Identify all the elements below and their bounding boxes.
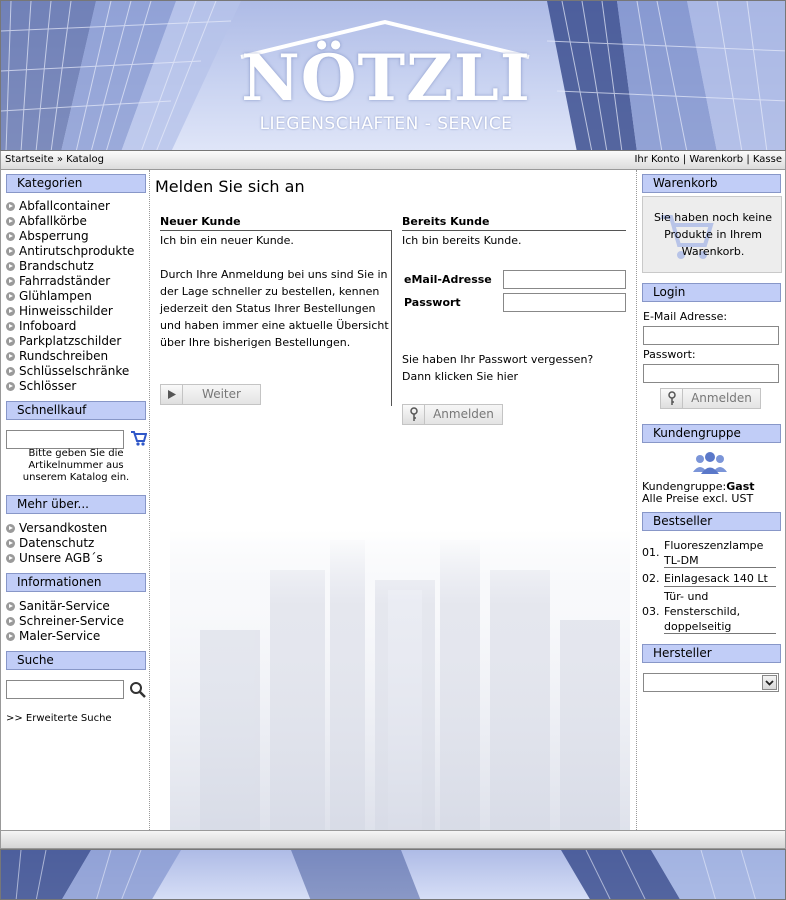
arrow-bullet-icon [6,262,15,271]
info-link-item[interactable]: Maler-Service [5,629,124,644]
cart-header: Warenkorb [642,174,781,193]
chevron-down-icon[interactable] [762,675,777,690]
password-field[interactable] [503,293,626,312]
logo-name: NÖTZLI [241,41,531,116]
categories-header: Kategorien [6,174,146,193]
login-email-field[interactable] [643,326,779,345]
bestseller-item[interactable]: 03. Tür- und Fensterschild, doppelseitig [642,589,776,634]
categories-list [5,199,134,394]
info-link-item[interactable]: Unsere AGB´s [5,551,107,566]
arrow-bullet-icon [6,202,15,211]
category-item[interactable]: Parkplatzschilder [5,334,134,349]
info-link-item[interactable]: Schreiner-Service [5,614,124,629]
quickbuy-header: Schnellkauf [6,401,146,420]
arrow-bullet-icon [6,602,15,611]
forgot-password-text: Sie haben Ihr Passwort vergessen? [402,353,594,366]
category-item[interactable]: Hinweisschilder [5,304,134,319]
arrow-bullet-icon [6,292,15,301]
top-navigation-bar [0,151,786,170]
logo-tagline: LIEGENSCHAFTEN - SERVICE [259,114,513,134]
prices-note: Alle Preise excl. UST [642,492,754,505]
category-item[interactable]: Rundschreiben [5,349,134,364]
arrow-bullet-icon [6,617,15,626]
info-link-item[interactable]: Datenschutz [5,536,107,551]
user-group-icon [692,450,728,476]
right-sidebar [636,170,786,830]
footer-bar [0,830,786,849]
quickbuy-hint: Bitte geben Sie die Artikelnummer aus unserem Katalog ein. [22,448,130,483]
login-password-label: Passwort: [643,348,696,361]
breadcrumb-startseite[interactable]: Startseite [5,154,54,165]
customer-group-header: Kundengruppe [642,424,781,443]
arrow-bullet-icon [6,367,15,376]
arrow-bullet-icon [6,307,15,316]
anmelden-button[interactable]: Anmelden [402,404,503,425]
cart-add-icon[interactable] [129,429,147,447]
category-item[interactable]: Abfallcontainer [5,199,134,214]
arrow-bullet-icon [6,217,15,226]
bestseller-item[interactable]: 01. Fluoreszenzlampe TL-DM [642,538,776,568]
password-label: Passwort [404,296,461,309]
more-about-list [5,521,107,566]
arrow-bullet-icon [6,632,15,641]
category-item[interactable]: Absperrung [5,229,134,244]
weiter-button[interactable]: Weiter [160,384,261,405]
login-anmelden-button[interactable]: Anmelden [660,388,761,409]
customer-group-line: Kundengruppe:Gast [642,480,755,493]
left-sidebar [0,170,150,830]
info-link-item[interactable]: Versandkosten [5,521,107,536]
building-left-illustration [1,1,251,151]
login-password-field[interactable] [643,364,779,383]
customer-group-value: Gast [726,480,755,493]
arrow-bullet-icon [6,322,15,331]
search-header: Suche [6,651,146,670]
new-customer-description: Durch Ihre Anmeldung bei uns sind Sie in der Lage schneller zu bestellen, kennen jederzeit den Status Ihrer Bestellungen und haben immer eine aktuelle Übersicht über Ihre bisherigen Bestellungen. [160,268,389,349]
arrow-bullet-icon [6,277,15,286]
main-content [150,170,636,830]
divider [160,230,392,231]
play-arrow-icon [161,385,183,404]
link-separator: | [746,154,750,165]
footer-banner [0,849,786,900]
header-banner [0,0,786,151]
category-item[interactable]: Schlösser [5,379,134,394]
category-item[interactable]: Abfallkörbe [5,214,134,229]
account-links [634,151,782,169]
existing-customer-heading: Bereits Kunde [402,215,490,228]
arrow-bullet-icon [6,554,15,563]
cart-empty-text: Sie haben noch keine Produkte in Ihrem Warenkorb. [654,211,772,258]
manufacturer-header: Hersteller [642,644,781,663]
advanced-search-link[interactable]: >> Erweiterte Suche [6,713,112,724]
more-about-header: Mehr über... [6,495,146,514]
existing-customer-intro: Ich bin bereits Kunde. [402,234,522,247]
arrow-bullet-icon [6,337,15,346]
search-icon[interactable] [129,681,147,699]
arrow-bullet-icon [6,247,15,256]
email-label: eMail-Adresse [404,273,492,286]
informationen-header: Informationen [6,573,146,592]
quickbuy-input[interactable] [6,430,124,449]
key-icon [661,389,683,408]
city-skyline-background [170,530,630,830]
arrow-bullet-icon [6,524,15,533]
cart-box [642,196,782,273]
breadcrumb-katalog[interactable]: Katalog [66,154,104,165]
divider [402,230,626,231]
category-item[interactable]: Infoboard [5,319,134,334]
page-title: Melden Sie sich an [155,177,305,196]
info-link-item[interactable]: Sanitär-Service [5,599,124,614]
breadcrumb [5,151,104,169]
link-kasse[interactable]: Kasse [752,154,782,165]
category-item[interactable]: Glühlampen [5,289,134,304]
email-field[interactable] [503,270,626,289]
breadcrumb-separator: » [56,154,63,165]
arrow-bullet-icon [6,352,15,361]
forgot-password-link[interactable]: Dann klicken Sie hier [402,370,519,383]
arrow-bullet-icon [6,382,15,391]
bestseller-item[interactable]: 02. Einlagesack 140 Lt [642,571,776,587]
category-item[interactable]: Fahrradständer [5,274,134,289]
key-icon [403,405,425,424]
login-email-label: E-Mail Adresse: [643,310,728,323]
arrow-bullet-icon [6,232,15,241]
footer-building-illustration [1,850,786,900]
new-customer-heading: Neuer Kunde [160,215,241,228]
building-right-illustration [527,1,786,151]
link-separator: | [682,154,687,165]
bestseller-header: Bestseller [642,512,781,531]
category-item[interactable]: Schlüsselschränke [5,364,134,379]
new-customer-intro: Ich bin ein neuer Kunde. [160,234,294,247]
informationen-list [5,599,124,644]
search-input[interactable] [6,680,124,699]
link-warenkorb[interactable]: Warenkorb [689,154,744,165]
arrow-bullet-icon [6,539,15,548]
login-header: Login [642,283,781,302]
category-item[interactable]: Antirutschprodukte [5,244,134,259]
category-item[interactable]: Brandschutz [5,259,134,274]
manufacturer-select[interactable] [643,673,779,692]
link-ihr-konto[interactable]: Ihr Konto [634,154,680,165]
